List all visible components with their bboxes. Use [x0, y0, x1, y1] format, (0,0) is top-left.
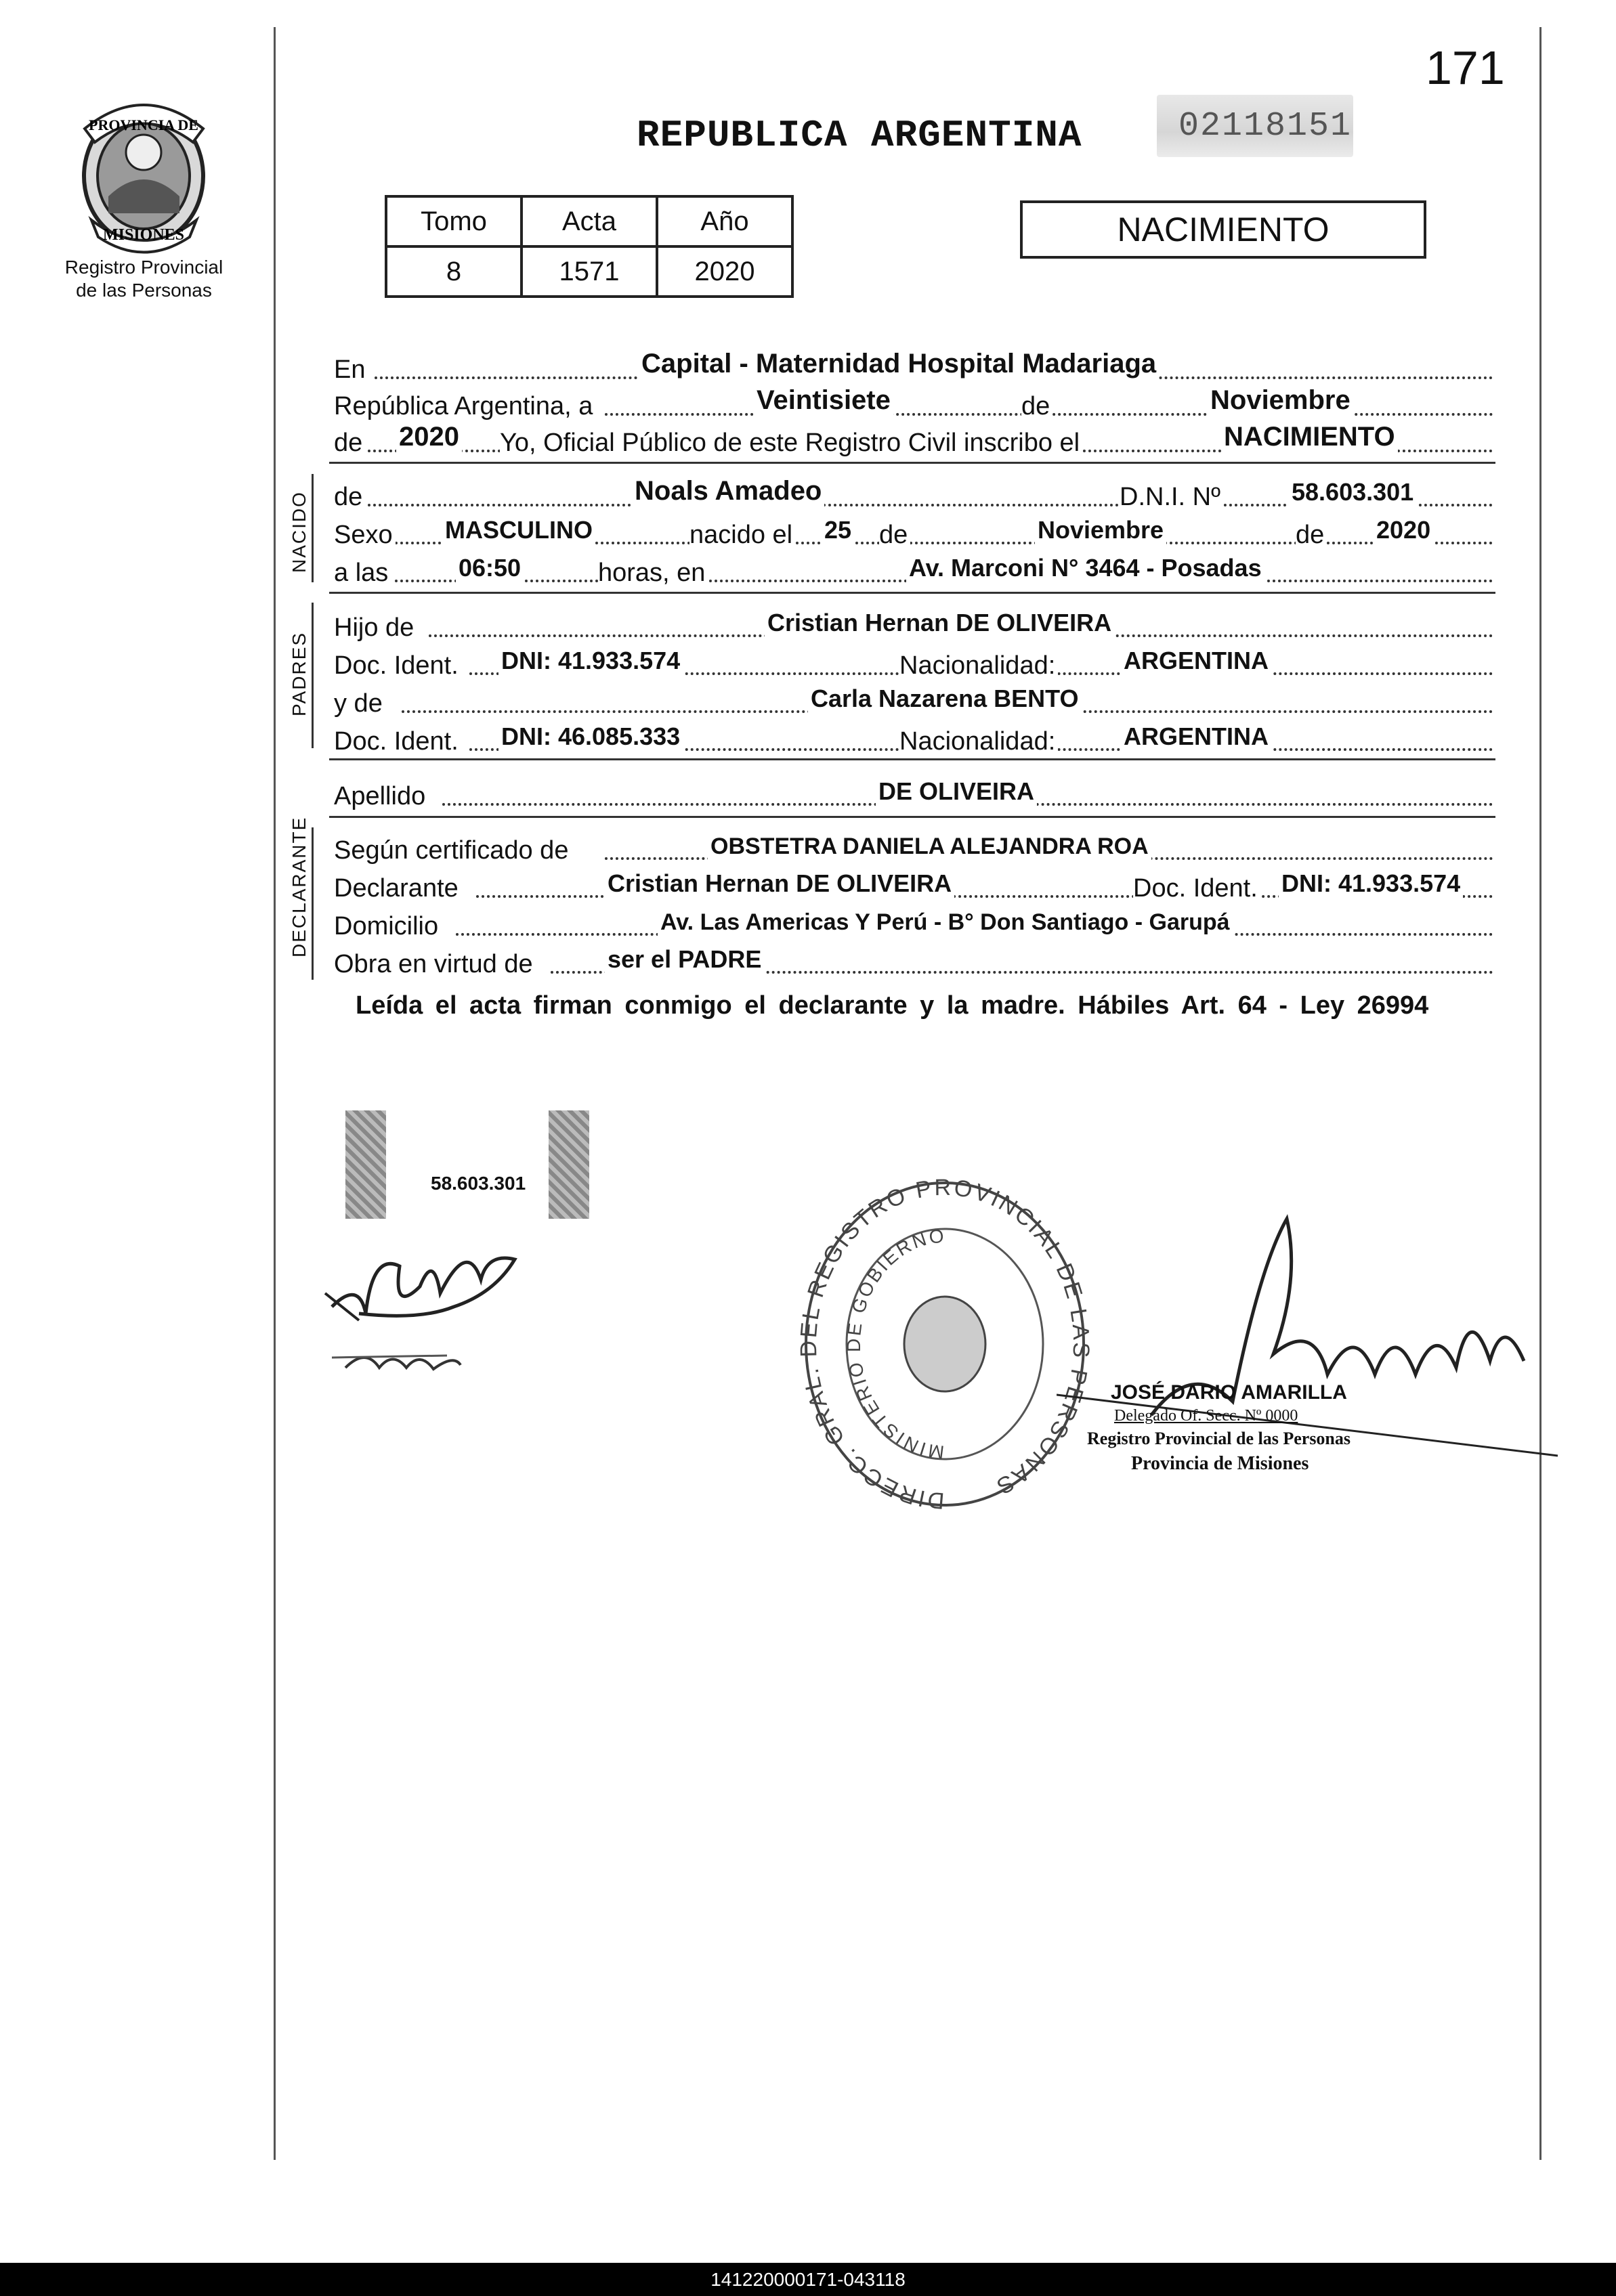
row-apellido: [334, 773, 1493, 811]
value-madre-doc: DNI: 46.085.333: [498, 722, 683, 751]
row-lugar: [334, 347, 1493, 385]
row-nombre: [334, 474, 1493, 512]
logo-top-text: PROVINCIA DE: [89, 116, 198, 133]
label-en: En: [334, 355, 368, 385]
value-lugar: Capital - Maternidad Hospital Madariaga: [639, 349, 1159, 379]
value-certificado: OBSTETRA DANIELA ALEJANDRA ROA: [708, 833, 1151, 860]
value-obra-virtud: ser el PADRE: [605, 945, 764, 974]
label-a-las: a las: [334, 559, 391, 588]
province-logo: [71, 88, 217, 257]
reference-table-header: [386, 196, 792, 246]
value-declarante: Cristian Hernan DE OLIVEIRA: [605, 869, 954, 898]
label-y-de: y de: [334, 689, 385, 718]
label-domicilio: Domicilio: [334, 912, 441, 941]
value-nombre: Noals Amadeo: [632, 476, 824, 506]
value-acto: NACIMIENTO: [1221, 422, 1398, 452]
declarante-bar: [312, 827, 314, 980]
label-madre-nac: Nacionalidad:: [899, 727, 1058, 756]
row-sexo: [334, 512, 1493, 550]
label-sexo: Sexo: [334, 521, 396, 550]
row-padre: [334, 605, 1493, 643]
value-dia: Veintisiete: [754, 385, 893, 416]
row-madre-doc: [334, 718, 1493, 756]
label-republica: República Argentina, a: [334, 392, 595, 421]
row-obra-virtud: [334, 941, 1493, 979]
value-madre: Carla Nazarena BENTO: [808, 685, 1082, 713]
label-de-mes-nac: de: [879, 521, 910, 550]
value-padre-nac: ARGENTINA: [1121, 647, 1271, 675]
section-declarante: DECLARANTE: [289, 816, 310, 957]
row-certificado: [334, 827, 1493, 865]
value-madre-nac: ARGENTINA: [1121, 722, 1271, 751]
label-padre-nac: Nacionalidad:: [899, 651, 1058, 680]
acta-value: 1571: [522, 246, 657, 297]
value-anio: 2020: [396, 422, 462, 452]
value-padre-doc: DNI: 41.933.574: [498, 647, 683, 675]
value-padre: Cristian Hernan DE OLIVEIRA: [765, 609, 1114, 637]
label-horas-en: horas, en: [598, 559, 708, 588]
divider-3: [329, 758, 1495, 760]
right-margin-line: [1539, 27, 1541, 2160]
row-fecha: [334, 383, 1493, 421]
official-seal: [799, 1175, 1090, 1513]
label-hijo-de: Hijo de: [334, 613, 417, 643]
nacido-bar: [312, 474, 314, 582]
value-domicilio: Av. Las Americas Y Perú - B° Don Santiago - Garupá: [658, 909, 1233, 936]
caption-line-2: de las Personas: [76, 280, 212, 301]
closing-statement: Leída el acta firman conmigo el declarante y la madre. Hábiles Art. 64 - Ley 26994: [356, 991, 1429, 1020]
divider-2: [329, 592, 1495, 594]
official-name: JOSÉ DARIO AMARILLA: [1111, 1381, 1347, 1404]
value-dni: 58.603.301: [1289, 478, 1416, 506]
label-de-anio-nac: de: [1296, 521, 1327, 550]
divider-4: [329, 816, 1495, 818]
reference-table-values: [386, 246, 792, 297]
official-office: Registro Provincial de las Personas: [1087, 1429, 1351, 1448]
row-domicilio: [334, 903, 1493, 941]
official-province: Provincia de Misiones: [1131, 1453, 1309, 1474]
acta-header: Acta: [522, 196, 657, 246]
label-obra-virtud: Obra en virtud de: [334, 950, 536, 979]
logo-caption: [27, 256, 261, 302]
stamp-pattern-right: [549, 1110, 589, 1219]
label-de-nombre: de: [334, 483, 365, 512]
divider-1: [329, 462, 1495, 464]
row-anio-acto: [334, 420, 1493, 458]
left-margin-line: [274, 27, 276, 2160]
seal-outer-text: DIRECC. GRAL. L REGISTRO PROVINCIAL DE L PERSONAS: [799, 1175, 1090, 1513]
value-declarante-doc: DNI: 41.933.574: [1279, 869, 1463, 898]
stamp-pattern-left: [345, 1110, 386, 1219]
row-madre: [334, 680, 1493, 718]
value-mes: Noviembre: [1208, 385, 1353, 416]
label-padre-doc: Doc. Ident.: [334, 651, 461, 680]
tomo-header: Tomo: [386, 196, 522, 246]
label-declarante: Declarante: [334, 874, 461, 903]
page-title: REPUBLICA ARGENTINA: [637, 114, 1082, 157]
official-role: Delegado Of. Secc. Nº 0000: [1114, 1407, 1298, 1425]
serial-number: 02118151: [1178, 107, 1353, 146]
section-padres: PADRES: [289, 631, 310, 716]
section-nacido: NACIDO: [289, 491, 310, 573]
id-stamp-number: 58.603.301: [431, 1173, 526, 1194]
row-hora: [334, 550, 1493, 588]
label-de-mes: de: [1021, 392, 1052, 421]
label-madre-doc: Doc. Ident.: [334, 727, 461, 756]
value-sexo: MASCULINO: [442, 516, 595, 544]
seal-inner-text: MINISTERIO DE GOBIERNO: [843, 1225, 947, 1463]
id-stamp: [345, 1110, 589, 1219]
value-lugar-nac: Av. Marconi N° 3464 - Posadas: [906, 554, 1264, 582]
label-nacido-el: nacido el: [689, 521, 795, 550]
serial-number-stamp: [1157, 95, 1353, 157]
anio-value: 2020: [657, 246, 792, 297]
caption-line-1: Registro Provincial: [64, 257, 224, 278]
label-declarante-doc: Doc. Ident.: [1133, 874, 1260, 903]
label-de-anio: de: [334, 429, 365, 458]
label-segun-certificado: Según certificado de: [334, 836, 571, 865]
value-dia-nac: 25: [822, 516, 854, 544]
value-hora: 06:50: [456, 554, 524, 582]
footer-code: 141220000171-043118: [0, 2263, 1616, 2296]
anio-header: Año: [657, 196, 792, 246]
declarant-signature: [318, 1212, 562, 1388]
logo-bottom-text: MISIONES: [102, 226, 185, 244]
value-mes-nac: Noviembre: [1035, 516, 1166, 544]
label-dni: D.N.I. Nº: [1120, 483, 1223, 512]
value-anio-nac: 2020: [1374, 516, 1433, 544]
row-declarante: [334, 865, 1493, 903]
document-type-box: NACIMIENTO: [1020, 200, 1426, 259]
row-padre-doc: [334, 643, 1493, 680]
page-number: 171: [1426, 41, 1505, 94]
reference-table: [385, 195, 794, 298]
label-apellido: Apellido: [334, 782, 428, 811]
tomo-value: 8: [386, 246, 522, 297]
padres-bar: [312, 603, 314, 748]
value-apellido: DE OLIVEIRA: [876, 777, 1037, 806]
label-yo-oficial: Yo, Oficial Público de este Registro Civil inscribo el: [500, 429, 1082, 458]
